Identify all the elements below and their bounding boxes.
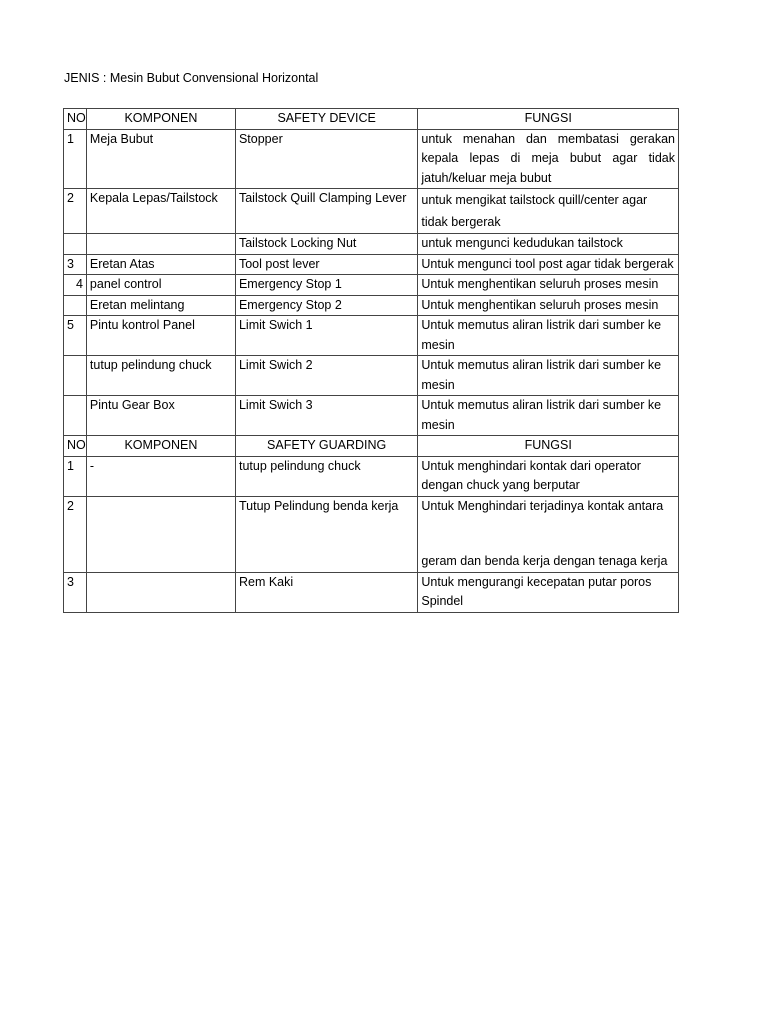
cell-komponen: - — [86, 456, 235, 496]
cell-fungsi: untuk mengikat tailstock quill/center agar tidak bergerak — [418, 189, 679, 234]
table-row — [64, 572, 679, 612]
cell-no — [64, 295, 87, 316]
cell-guarding: Rem Kaki — [235, 572, 417, 612]
cell-no — [64, 234, 87, 255]
cell-device: Emergency Stop 1 — [235, 275, 417, 296]
document-title: JENIS : Mesin Bubut Convensional Horizontal — [64, 71, 319, 85]
cell-komponen: Eretan Atas — [86, 254, 235, 275]
table-row — [64, 189, 679, 234]
header-no: NO — [64, 109, 87, 130]
cell-fungsi — [418, 496, 679, 572]
table-row — [64, 254, 679, 275]
cell-no: 2 — [64, 189, 87, 234]
cell-device: Tailstock Quill Clamping Lever — [235, 189, 417, 234]
table-row — [64, 396, 679, 436]
table-row — [64, 496, 679, 572]
header-komponen: KOMPONEN — [86, 109, 235, 130]
cell-guarding: tutup pelindung chuck — [235, 456, 417, 496]
header-komponen: KOMPONEN — [86, 436, 235, 457]
header-no: NO — [64, 436, 87, 457]
cell-no: 3 — [64, 572, 87, 612]
header-fungsi: FUNGSI — [418, 109, 679, 130]
cell-komponen — [86, 572, 235, 612]
cell-fungsi: Untuk menghentikan seluruh proses mesin — [418, 295, 679, 316]
cell-fungsi: Untuk menghentikan seluruh proses mesin — [418, 275, 679, 296]
cell-no — [64, 356, 87, 396]
header-safety-guarding: SAFETY GUARDING — [235, 436, 417, 457]
cell-fungsi: Untuk menghindari kontak dari operator dengan chuck yang berputar — [418, 456, 679, 496]
table-row — [64, 316, 679, 356]
cell-fungsi: Untuk memutus aliran listrik dari sumber ke mesin — [418, 356, 679, 396]
cell-no — [64, 396, 87, 436]
cell-device: Limit Swich 1 — [235, 316, 417, 356]
cell-fungsi: Untuk mengunci tool post agar tidak bergerak — [418, 254, 679, 275]
table-header-row — [64, 436, 679, 457]
cell-komponen: Kepala Lepas/Tailstock — [86, 189, 235, 234]
table-row — [64, 275, 679, 296]
cell-fungsi: untuk mengunci kedudukan tailstock — [418, 234, 679, 255]
cell-komponen: Pintu Gear Box — [86, 396, 235, 436]
cell-no: 1 — [64, 456, 87, 496]
cell-device: Limit Swich 3 — [235, 396, 417, 436]
header-fungsi: FUNGSI — [418, 436, 679, 457]
cell-komponen — [86, 496, 235, 572]
cell-komponen: Pintu kontrol Panel — [86, 316, 235, 356]
cell-no: 4 — [64, 275, 87, 296]
cell-komponen: Meja Bubut — [86, 129, 235, 189]
line-gap — [421, 516, 675, 552]
table-row — [64, 295, 679, 316]
table-header-row — [64, 109, 679, 130]
cell-fungsi: Untuk memutus aliran listrik dari sumber ke mesin — [418, 316, 679, 356]
cell-device: Limit Swich 2 — [235, 356, 417, 396]
cell-komponen — [86, 234, 235, 255]
cell-fungsi: untuk menahan dan membatasi gerakan kepala lepas di meja bubut agar tidak jatuh/keluar meja bubut — [418, 129, 679, 189]
cell-device: Stopper — [235, 129, 417, 189]
cell-fungsi: Untuk mengurangi kecepatan putar poros Spindel — [418, 572, 679, 612]
cell-guarding: Tutup Pelindung benda kerja — [235, 496, 417, 572]
fungsi-line-2: geram dan benda kerja dengan tenaga kerja — [421, 554, 668, 568]
table-row — [64, 356, 679, 396]
cell-no: 2 — [64, 496, 87, 572]
table-row — [64, 129, 679, 189]
cell-komponen: panel control — [86, 275, 235, 296]
header-safety-device: SAFETY DEVICE — [235, 109, 417, 130]
cell-fungsi: Untuk memutus aliran listrik dari sumber ke mesin — [418, 396, 679, 436]
cell-no: 5 — [64, 316, 87, 356]
table-row — [64, 456, 679, 496]
cell-device: Tailstock Locking Nut — [235, 234, 417, 255]
safety-table — [63, 108, 679, 613]
cell-no: 1 — [64, 129, 87, 189]
table-row — [64, 234, 679, 255]
cell-komponen: tutup pelindung chuck — [86, 356, 235, 396]
cell-no: 3 — [64, 254, 87, 275]
fungsi-line-1: Untuk Menghindari terjadinya kontak antara — [421, 498, 664, 513]
cell-device: Tool post lever — [235, 254, 417, 275]
cell-komponen: Eretan melintang — [86, 295, 235, 316]
cell-device: Emergency Stop 2 — [235, 295, 417, 316]
